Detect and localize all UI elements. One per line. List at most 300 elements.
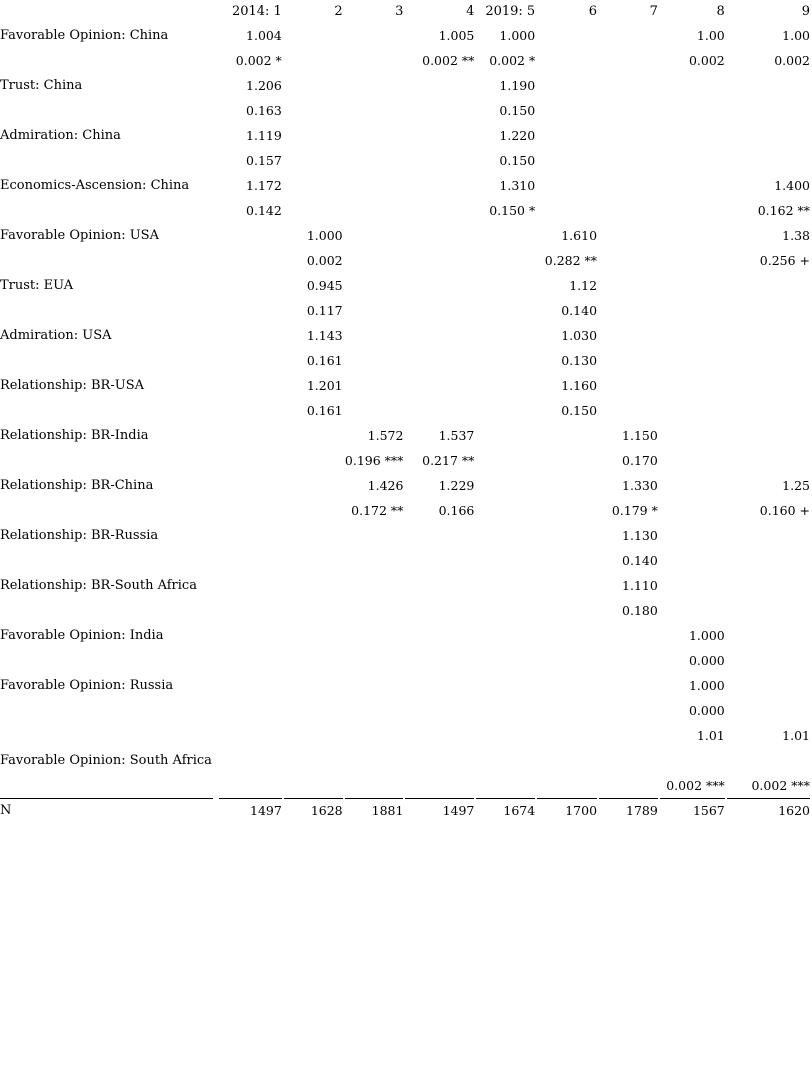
cell-se-m3 [343,548,404,573]
cell-se-m3 [343,698,404,723]
row-label: Economics-Ascension: China [0,178,190,193]
cell-se-m2 [282,773,343,798]
cell-se-m6 [535,48,597,73]
n-label: N [0,798,217,824]
cell-se-m1 [217,598,282,623]
cell-se-m9: 0.256 + [759,253,810,268]
cell-coef-m3 [343,373,404,398]
cell-se-m2 [282,548,343,573]
cell-se-m4 [403,248,474,273]
cell-coef-m7 [597,623,658,648]
cell-se-m8: 0.000 [688,653,725,668]
cell-coef-m3 [343,73,404,98]
cell-coef-m9: 1.00 [782,28,810,43]
cell-se-m6: 0.282 ** [544,253,598,268]
cell-coef-m2 [282,173,343,198]
row-label-filler [217,748,810,773]
cell-coef-m2 [282,473,343,498]
cell-coef-m7 [597,223,658,248]
cell-se-m4 [403,98,474,123]
row-label-continuation [0,548,217,573]
table-row-standard-error [0,598,810,623]
cell-se-m8 [658,598,725,623]
cell-se-m3 [343,598,404,623]
cell-se-m9: 0.162 ** [757,203,810,218]
cell-se-m3 [343,148,404,173]
cell-se-m2 [282,198,343,223]
table-row-coefficient [0,673,810,698]
row-label: Relationship: BR-China [0,478,154,493]
cell-coef-m2: 0.945 [306,278,343,293]
row-label-continuation [0,198,217,223]
n-row-rule-segment [537,798,597,799]
cell-se-m4: 0.217 ** [422,453,475,468]
cell-coef-m4 [403,723,474,748]
cell-coef-m8 [658,173,725,198]
cell-se-m8 [658,398,725,423]
table-row-standard-error [0,548,810,573]
cell-coef-m9 [725,573,810,598]
cell-se-m8: 0.002 [688,53,725,68]
cell-se-m9 [725,648,810,673]
cell-coef-m9 [725,373,810,398]
cell-n-m7: 1789 [597,798,658,824]
cell-n-m6: 1700 [535,798,597,824]
table-row-coefficient [0,473,810,498]
cell-se-m5 [474,298,535,323]
cell-se-m2 [282,648,343,673]
cell-coef-m6 [535,673,597,698]
table-row-coefficient [0,373,810,398]
cell-coef-m7 [597,723,658,748]
cell-se-m3 [343,348,404,373]
cell-coef-m9: 1.400 [774,178,810,193]
cell-coef-m1 [217,673,282,698]
cell-se-m6 [535,548,597,573]
row-label-continuation [0,448,217,473]
cell-se-m5 [474,548,535,573]
cell-coef-m8 [658,523,725,548]
n-row-rule-segment [0,798,213,799]
row-label: Admiration: USA [0,328,112,343]
header-cell-m1: 2014: 1 [231,4,282,19]
cell-coef-m4 [403,673,474,698]
cell-coef-m4 [403,573,474,598]
cell-se-m5 [474,498,535,523]
cell-coef-m2 [282,23,343,48]
cell-se-m4 [403,648,474,673]
cell-coef-m4 [403,323,474,348]
row-label-continuation [0,648,217,673]
cell-coef-m3: 1.572 [367,428,404,443]
cell-se-m6 [535,773,597,798]
n-row-rule-segment [405,798,474,799]
cell-coef-m8 [658,223,725,248]
table-row-standard-error [0,773,810,798]
cell-coef-m2 [282,423,343,448]
table-row-coefficient [0,273,810,298]
cell-coef-m5 [474,673,535,698]
cell-se-m1 [217,248,282,273]
cell-se-m9: 0.002 [774,53,810,68]
cell-coef-m9 [725,523,810,548]
row-label-continuation [0,148,217,173]
row-label-continuation [0,98,217,123]
cell-coef-m6: 1.12 [569,278,598,293]
cell-se-m6: 0.130 [561,353,598,368]
cell-se-m1: 0.142 [246,203,282,218]
cell-se-m9 [725,148,810,173]
cell-se-m6 [535,698,597,723]
cell-coef-m9: 1.25 [782,478,810,493]
cell-coef-m7 [597,73,658,98]
cell-se-m8 [658,498,725,523]
cell-coef-m3 [343,723,404,748]
table-row-standard-error [0,248,810,273]
cell-se-m8 [658,148,725,173]
cell-se-m9 [725,448,810,473]
cell-coef-m3 [343,173,404,198]
table-row-coefficient [0,623,810,648]
cell-n-m2: 1628 [282,798,343,824]
table-row-n [0,798,810,824]
cell-coef-m6 [535,123,597,148]
cell-se-m6: 0.150 [561,403,598,418]
cell-se-m1 [217,448,282,473]
cell-se-m9: 0.160 + [759,503,810,518]
n-row-rule-segment [284,798,343,799]
cell-coef-m8 [658,323,725,348]
cell-coef-m6: 1.030 [561,328,598,343]
cell-coef-m6 [535,573,597,598]
cell-coef-m1: 1.206 [246,78,282,93]
cell-coef-m6: 1.610 [561,228,598,243]
cell-coef-m4 [403,223,474,248]
cell-se-m8 [658,198,725,223]
cell-coef-m9 [725,673,810,698]
cell-se-m6 [535,98,597,123]
cell-coef-m2: 1.143 [306,328,343,343]
cell-se-m7 [597,348,658,373]
cell-coef-m3: 1.426 [367,478,404,493]
cell-se-m7: 0.179 * [611,503,658,518]
cell-se-m7 [597,148,658,173]
cell-coef-m1 [217,323,282,348]
row-label: Favorable Opinion: South Africa [0,752,212,768]
cell-se-m3: 0.196 *** [344,453,404,468]
cell-se-m1 [217,648,282,673]
cell-se-m4 [403,773,474,798]
cell-coef-m5 [474,723,535,748]
cell-coef-m5 [474,323,535,348]
cell-coef-m9 [725,123,810,148]
cell-coef-m5 [474,373,535,398]
cell-se-m4 [403,348,474,373]
cell-coef-m3 [343,523,404,548]
cell-coef-m6: 1.160 [561,378,598,393]
cell-se-m2 [282,448,343,473]
cell-se-m5 [474,348,535,373]
table-row-coefficient [0,723,810,748]
cell-coef-m3 [343,673,404,698]
table-row-standard-error [0,148,810,173]
cell-coef-m2 [282,523,343,548]
cell-se-m1 [217,773,282,798]
cell-coef-m1 [217,423,282,448]
table-row-coefficient [0,23,810,48]
cell-se-m7 [597,198,658,223]
cell-coef-m8: 1.000 [688,628,725,643]
row-label: Relationship: BR-Russia [0,528,159,543]
cell-coef-m7: 1.130 [622,528,658,543]
cell-n-m9: 1620 [725,798,810,824]
cell-se-m7 [597,98,658,123]
cell-se-m8 [658,448,725,473]
header-row [0,0,810,23]
cell-coef-m5 [474,273,535,298]
cell-se-m9 [725,698,810,723]
cell-coef-m1 [217,223,282,248]
cell-se-m5 [474,773,535,798]
table-row-standard-error [0,198,810,223]
cell-coef-m3 [343,223,404,248]
cell-coef-m8 [658,373,725,398]
cell-coef-m1 [217,723,282,748]
cell-se-m1 [217,698,282,723]
cell-se-m8 [658,298,725,323]
header-cell-m3: 3 [395,4,404,19]
cell-se-m2: 0.161 [306,403,343,418]
cell-coef-m6 [535,173,597,198]
cell-n-m8: 1567 [658,798,725,824]
table-row-standard-error [0,48,810,73]
cell-coef-m3 [343,123,404,148]
cell-se-m4 [403,398,474,423]
cell-coef-m2 [282,673,343,698]
n-row-rule-segment [219,798,282,799]
cell-se-m6 [535,598,597,623]
n-row-rule-segment [660,798,725,799]
cell-se-m2 [282,498,343,523]
table-row-coefficient [0,523,810,548]
cell-se-m6 [535,198,597,223]
row-label-continuation [0,348,217,373]
table-row-standard-error [0,698,810,723]
cell-se-m1 [217,548,282,573]
cell-se-m1 [217,398,282,423]
cell-se-m3 [343,298,404,323]
cell-coef-m6 [535,423,597,448]
row-label: Relationship: BR-India [0,428,149,443]
cell-se-m5 [474,248,535,273]
cell-coef-m8: 1.00 [696,28,725,43]
cell-coef-m6 [535,73,597,98]
cell-coef-m7 [597,273,658,298]
cell-coef-m2 [282,623,343,648]
cell-coef-m4 [403,373,474,398]
cell-coef-m8 [658,473,725,498]
cell-coef-m6 [535,623,597,648]
cell-se-m5 [474,698,535,723]
cell-se-m9 [725,98,810,123]
table-row-coefficient [0,73,810,98]
cell-se-m7 [597,398,658,423]
cell-coef-m5: 1.000 [499,28,536,43]
cell-coef-m4 [403,173,474,198]
cell-se-m3 [343,398,404,423]
cell-n-m4: 1497 [403,798,474,824]
cell-se-m7 [597,48,658,73]
cell-coef-m8 [658,273,725,298]
cell-n-m1: 1497 [217,798,282,824]
table-row-coefficient [0,323,810,348]
cell-coef-m9 [725,423,810,448]
cell-se-m3 [343,98,404,123]
table-body [0,23,810,824]
row-label-continuation [0,773,217,798]
cell-coef-m9 [725,273,810,298]
cell-se-m7 [597,773,658,798]
cell-se-m9 [725,548,810,573]
cell-coef-m2: 1.201 [306,378,343,393]
cell-coef-m4: 1.229 [438,478,475,493]
cell-coef-m7: 1.330 [622,478,658,493]
cell-n-m5: 1674 [474,798,535,824]
cell-coef-m7 [597,173,658,198]
row-label-continuation [0,698,217,723]
cell-se-m5: 0.002 * [489,53,536,68]
cell-coef-m7 [597,373,658,398]
table-row-label-only [0,748,810,773]
cell-se-m5: 0.150 [499,153,536,168]
cell-coef-m2 [282,123,343,148]
cell-coef-m7 [597,673,658,698]
cell-se-m3 [343,648,404,673]
cell-coef-m2 [282,73,343,98]
cell-coef-m8 [658,123,725,148]
cell-coef-m1 [217,373,282,398]
cell-se-m1: 0.002 * [235,53,282,68]
table-row-coefficient [0,123,810,148]
cell-coef-m8 [658,573,725,598]
cell-se-m6 [535,648,597,673]
cell-se-m5 [474,448,535,473]
table-row-standard-error [0,648,810,673]
cell-se-m9 [725,348,810,373]
cell-coef-m5: 1.190 [499,78,536,93]
table-row-coefficient [0,423,810,448]
header-cell-m9: 9 [801,4,810,19]
cell-se-m3 [343,198,404,223]
table-row-standard-error [0,448,810,473]
cell-coef-m7 [597,23,658,48]
cell-se-m6: 0.140 [561,303,598,318]
cell-se-m7: 0.180 [622,603,658,618]
row-label: Relationship: BR-USA [0,378,144,393]
cell-se-m6 [535,148,597,173]
cell-coef-m9 [725,73,810,98]
header-cell-label [0,0,217,23]
cell-coef-m1 [217,273,282,298]
cell-coef-m6 [535,473,597,498]
cell-coef-m4 [403,623,474,648]
cell-coef-m5: 1.310 [499,178,536,193]
cell-se-m9 [725,298,810,323]
header-cell-m6: 6 [588,4,598,19]
cell-coef-m7: 1.110 [622,578,658,593]
header-cell-m5: 2019: 5 [485,4,536,19]
cell-se-m6 [535,448,597,473]
row-label: Admiration: China [0,128,121,143]
cell-se-m1 [217,498,282,523]
header-cell-m4: 4 [466,4,475,19]
cell-coef-m9 [725,323,810,348]
cell-se-m5: 0.150 [499,103,536,118]
cell-coef-m5 [474,523,535,548]
row-label: Favorable Opinion: Russia [0,678,174,693]
cell-coef-m8: 1.000 [688,678,725,693]
cell-coef-m1 [217,573,282,598]
cell-se-m2 [282,598,343,623]
cell-coef-m5 [474,223,535,248]
cell-coef-m4 [403,73,474,98]
n-row-rule-segment [476,798,535,799]
cell-coef-m9: 1.01 [782,728,810,743]
header-cell-m2: 2 [334,4,343,19]
cell-se-m3: 0.172 ** [351,503,404,518]
cell-coef-m9: 1.38 [782,228,810,243]
header-cell-m7: 7 [649,4,658,19]
cell-n-m3: 1881 [343,798,404,824]
table-row-standard-error [0,498,810,523]
cell-coef-m3 [343,273,404,298]
row-label-continuation [0,398,217,423]
cell-coef-m2: 1.000 [306,228,343,243]
row-label-continuation [0,248,217,273]
cell-coef-m4 [403,523,474,548]
cell-coef-m7: 1.150 [622,428,658,443]
cell-se-m4 [403,598,474,623]
n-row-rule-segment [727,798,810,799]
cell-coef-m7 [597,123,658,148]
cell-se-m4 [403,148,474,173]
table-header [0,0,810,23]
n-row-rule-segment [345,798,404,799]
cell-se-m5 [474,398,535,423]
row-label: Relationship: BR-South Africa [0,578,197,593]
cell-se-m7 [597,248,658,273]
row-label: Trust: EUA [0,278,74,293]
row-label: Favorable Opinion: China [0,28,169,43]
cell-se-m3 [343,48,404,73]
cell-se-m2 [282,98,343,123]
cell-se-m7 [597,698,658,723]
cell-se-m2 [282,148,343,173]
cell-se-m3 [343,248,404,273]
row-label: Favorable Opinion: USA [0,228,159,243]
cell-coef-m5 [474,423,535,448]
cell-coef-m4 [403,273,474,298]
cell-se-m2 [282,48,343,73]
n-row-rule-segment [599,798,658,799]
cell-coef-m2 [282,723,343,748]
cell-se-m2: 0.002 [306,253,343,268]
cell-se-m4: 0.166 [438,503,475,518]
cell-se-m9 [725,398,810,423]
cell-se-m8 [658,348,725,373]
cell-se-m6 [535,498,597,523]
table-row-coefficient [0,173,810,198]
